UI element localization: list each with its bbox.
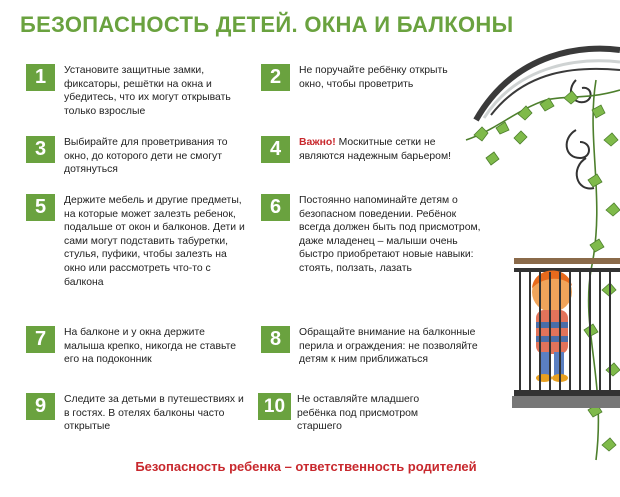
tip-text [299, 136, 451, 163]
tip-number: 3 [26, 136, 55, 163]
tip-number: 2 [261, 64, 290, 91]
tip-10 [258, 393, 458, 434]
tip-text: Следите за детьми в путешествиях и в гостях. В отелях балконы часто открытые [64, 394, 244, 433]
tip-text-rest: Москитные сетки не являются надежным барьером! [299, 137, 451, 162]
tip-number: 6 [261, 194, 290, 221]
tip-6 [261, 194, 481, 276]
footer-slogan: Безопасность ребенка – ответственность родителей [135, 459, 477, 474]
tip-9 [26, 393, 248, 434]
page-title: БЕЗОПАСНОСТЬ ДЕТЕЙ. ОКНА И БАЛКОНЫ [20, 12, 514, 37]
tip-4 [261, 136, 451, 163]
tip-text: Не оставляйте младшего ребёнка под присмотром старшего [297, 394, 420, 433]
tip-number: 4 [261, 136, 290, 163]
tip-3 [26, 136, 246, 177]
tip-1 [26, 64, 246, 118]
tip-text: Постоянно напоминайте детям о безопасном поведении. Ребёнок всегда должен быть под присмотром, даже младенец – малыши очень быстро приобретают новые навыки: стоять, ползать, лазать [299, 195, 481, 274]
tip-2 [261, 64, 461, 91]
tip-number: 1 [26, 64, 55, 91]
balcony-child-illustration [456, 40, 620, 470]
tip-text: Не поручайте ребёнку открыть окно, чтобы проветрить [299, 65, 448, 90]
tip-text: Держите мебель и другие предметы, на которые может залезть ребенок, подальше от окон и балконов. Дети и сами могут подставить табуретки, стулья, пуфики, чтобы залезть на окно или рассмотреть что-то с балкона [64, 195, 245, 288]
tip-number: 8 [261, 326, 290, 353]
tip-7 [26, 326, 248, 367]
tip-text: На балконе и у окна держите малыша крепко, никогда не ставьте его на подоконник [64, 327, 236, 366]
important-label: Важно! [299, 137, 336, 148]
tip-text: Установите защитные замки, фиксаторы, решётки на окна и убедитесь, что их могут открывать только взрослые [64, 65, 231, 117]
tip-text: Выбирайте для проветривания то окно, до которого дети не смогут дотянуться [64, 137, 228, 176]
tip-number: 7 [26, 326, 55, 353]
tip-number: 10 [258, 393, 291, 420]
tip-5 [26, 194, 248, 289]
tip-text: Обращайте внимание на балконные перила и ограждения: не позволяйте детям к ним приближаться [299, 327, 478, 366]
tip-number: 9 [26, 393, 55, 420]
tip-number: 5 [26, 194, 55, 221]
